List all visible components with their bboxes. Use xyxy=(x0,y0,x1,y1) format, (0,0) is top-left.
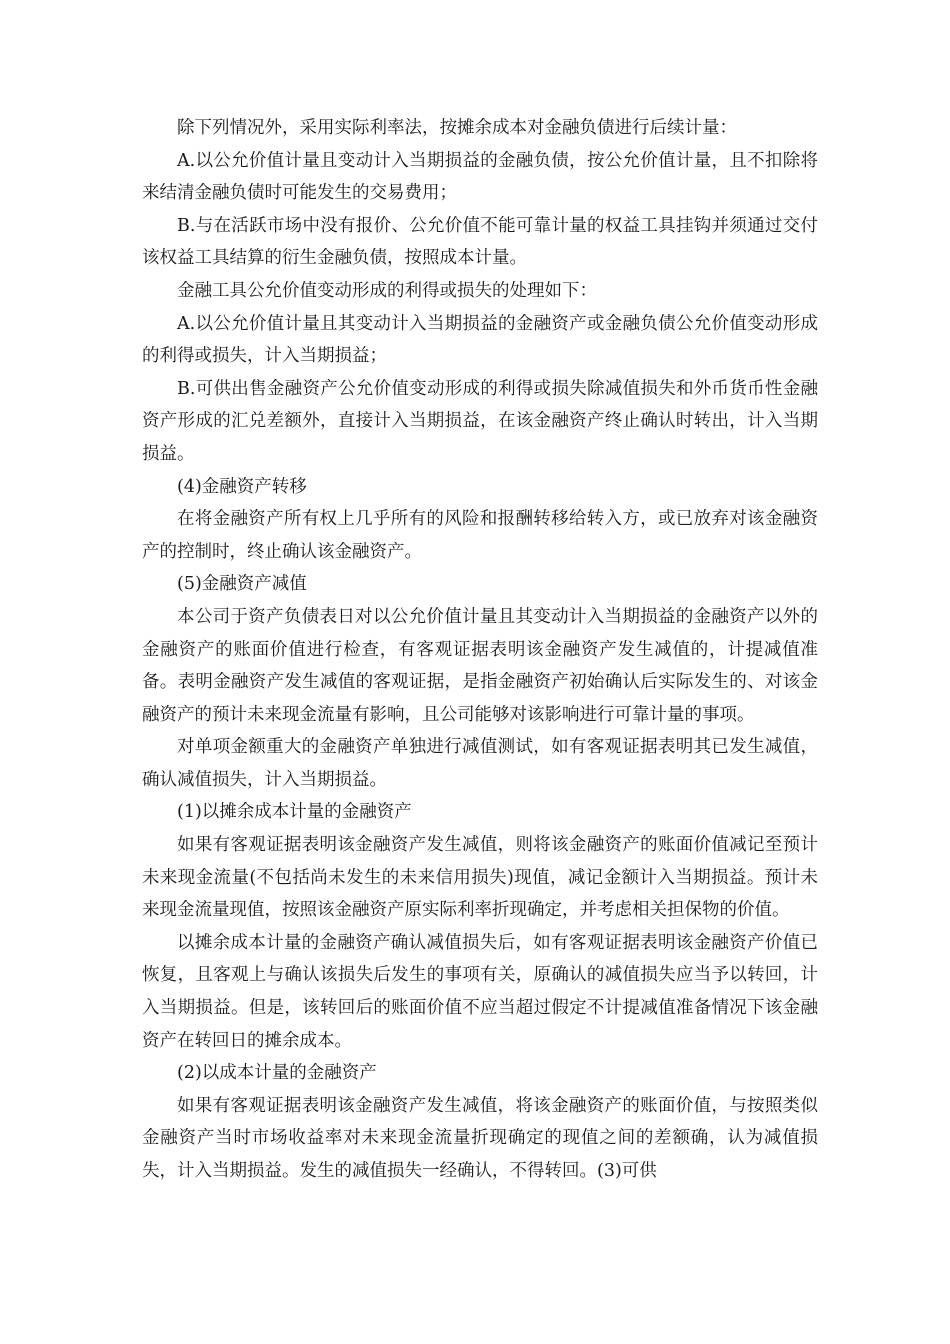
section-heading: (2)以成本计量的金融资产 xyxy=(177,1063,377,1084)
document-body xyxy=(142,112,818,1188)
paragraph: B.与在活跃市场中没有报价、公允价值不能可靠计量的权益工具挂钩并须通过交付该权益工具结算的衍生金融负债，按照成本计量。 xyxy=(142,215,818,269)
paragraph: 对单项金额重大的金融资产单独进行减值测试，如有客观证据表明其已发生减值，确认减值损失，计入当期损益。 xyxy=(142,737,818,790)
paragraph: B.可供出售金融资产公允价值变动形成的利得或损失除减值损失和外币货币性金融资产形成的汇兑差额外，直接计入当期损益，在该金融资产终止确认时转出，计入当期损益。 xyxy=(142,378,818,464)
paragraph: 如果有客观证据表明该金融资产发生减值，则将该金融资产的账面价值减记至预计未来现金流量(不包括尚未发生的未来信用损失)现值，减记金额计入当期损益。预计未来现金流量现值，按照该金融资产原实际利率折现确定，并考虑相关担保物的价值。 xyxy=(142,835,818,921)
paragraph: 金融工具公允价值变动形成的利得或损失的处理如下： xyxy=(177,280,597,301)
section-heading: (5)金融资产减值 xyxy=(177,574,307,595)
paragraph: A.以公允价值计量且变动计入当期损益的金融负债，按公允价值计量，且不扣除将来结清金融负债时可能发生的交易费用； xyxy=(142,150,818,204)
section-heading: (4)金融资产转移 xyxy=(177,476,307,497)
paragraph: 本公司于资产负债表日对以公允价值计量且其变动计入当期损益的金融资产以外的金融资产的账面价值进行检查，有客观证据表明该金融资产发生减值的，计提减值准备。表明金融资产发生减值的客观证据，是指金融资产初始确认后实际发生的、对该金融资产的预计未来现金流量有影响，且公司能够对该影响进行可靠计量的事项。 xyxy=(142,606,818,725)
paragraph: 除下列情况外，采用实际利率法，按摊余成本对金融负债进行后续计量： xyxy=(177,118,737,138)
paragraph: 如果有客观证据表明该金融资产发生减值，将该金融资产的账面价值，与按照类似金融资产当时市场收益率对未来现金流量折现确定的现值之间的差额确，认为减值损失，计入当期损益。发生的减值损失一经确认，不得转回。(3)可供 xyxy=(142,1095,818,1181)
paragraph: 以摊余成本计量的金融资产确认减值损失后，如有客观证据表明该金融资产价值已恢复，且客观上与确认该损失后发生的事项有关，原确认的减值损失应当予以转回，计入当期损益。但是，该转回后的账面价值不应当超过假定不计提减值准备情况下该金融资产在转回日的摊余成本。 xyxy=(142,932,818,1051)
paragraph: 在将金融资产所有权上几乎所有的风险和报酬转移给转入方，或已放弃对该金融资产的控制时，终止确认该金融资产。 xyxy=(142,509,818,562)
paragraph: A.以公允价值计量且其变动计入当期损益的金融资产或金融负债公允价值变动形成的利得或损失，计入当期损益； xyxy=(142,313,818,367)
section-heading: (1)以摊余成本计量的金融资产 xyxy=(177,802,412,823)
